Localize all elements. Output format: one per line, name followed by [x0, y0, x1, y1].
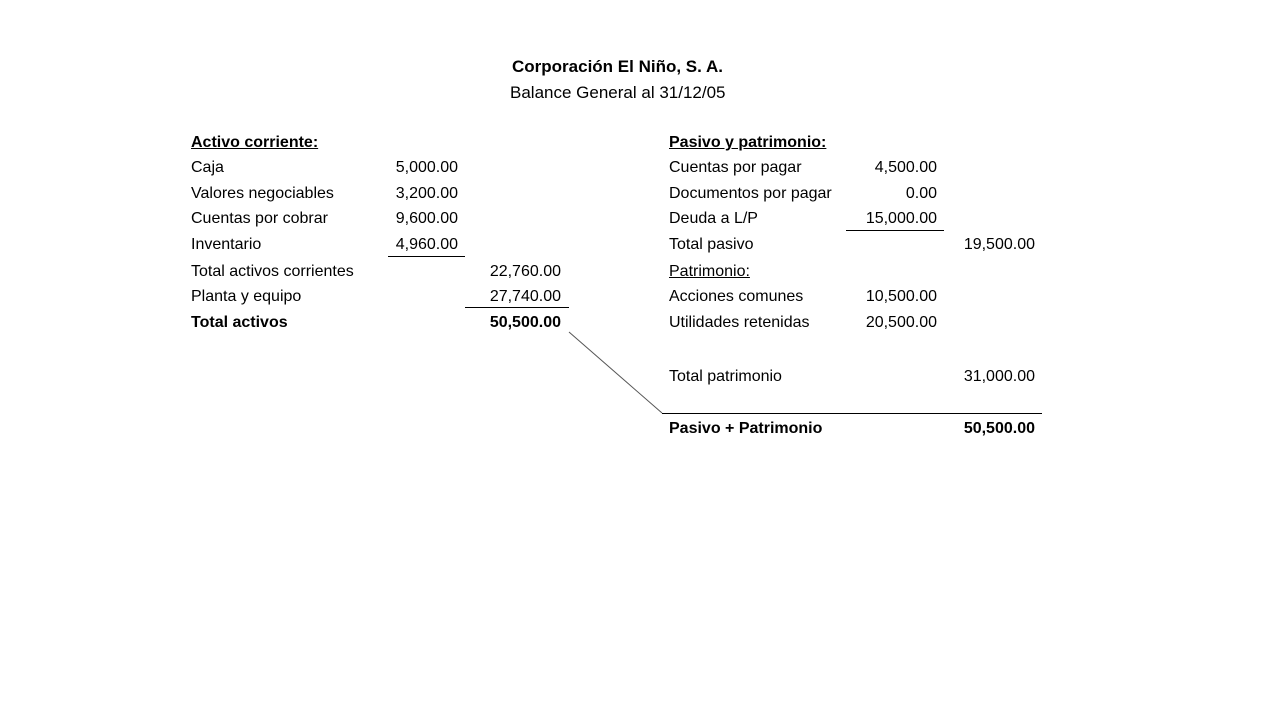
asset-label-total-corrientes: Total activos corrientes: [191, 263, 354, 280]
company-name: Corporación El Niño, S. A.: [512, 57, 723, 76]
liability-value-deuda: 15,000.00: [865, 210, 937, 227]
asset-label-valores: Valores negociables: [191, 185, 334, 202]
asset-label-inventario: Inventario: [191, 236, 262, 253]
asset-value-inventario: 4,960.00: [395, 236, 458, 253]
asset-label-caja: Caja: [191, 159, 224, 176]
asset-label-planta: Planta y equipo: [191, 288, 302, 305]
asset-value-valores: 3,200.00: [395, 185, 458, 202]
asset-label-total-activos: Total activos: [191, 314, 288, 331]
equity-value-utilidades: 20,500.00: [865, 314, 937, 331]
equity-label-acciones: Acciones comunes: [669, 288, 804, 305]
equity-label-pasivo-patrimonio: Pasivo + Patrimonio: [669, 420, 823, 437]
equity-value-acciones: 10,500.00: [865, 288, 937, 305]
liability-label-total-pasivo: Total pasivo: [669, 236, 754, 253]
equity-value-pasivo-patrimonio: 50,500.00: [963, 420, 1035, 437]
asset-value-cxc: 9,600.00: [395, 210, 458, 227]
statement-title: Balance General al 31/12/05: [510, 83, 726, 102]
asset-value-total-corrientes: 22,760.00: [489, 263, 561, 280]
liability-label-documentos: Documentos por pagar: [669, 185, 832, 202]
asset-value-caja: 5,000.00: [395, 159, 458, 176]
liability-value-cxp: 4,500.00: [874, 159, 937, 176]
liability-label-deuda: Deuda a L/P: [669, 210, 758, 227]
asset-label-cxc: Cuentas por cobrar: [191, 210, 328, 227]
assets-section-title: Activo corriente:: [191, 134, 319, 151]
equity-value-total-patrimonio: 31,000.00: [963, 368, 1035, 385]
liability-value-documentos: 0.00: [905, 185, 937, 202]
asset-value-planta: 27,740.00: [489, 288, 561, 305]
liability-label-cxp: Cuentas por pagar: [669, 159, 802, 176]
equity-section-title: Patrimonio:: [669, 263, 750, 280]
asset-value-total-activos: 50,500.00: [489, 314, 561, 331]
equity-label-total-patrimonio: Total patrimonio: [669, 368, 782, 385]
equity-label-utilidades: Utilidades retenidas: [669, 314, 810, 331]
liabilities-section-title: Pasivo y patrimonio:: [669, 134, 827, 151]
liability-value-total-pasivo: 19,500.00: [963, 236, 1035, 253]
